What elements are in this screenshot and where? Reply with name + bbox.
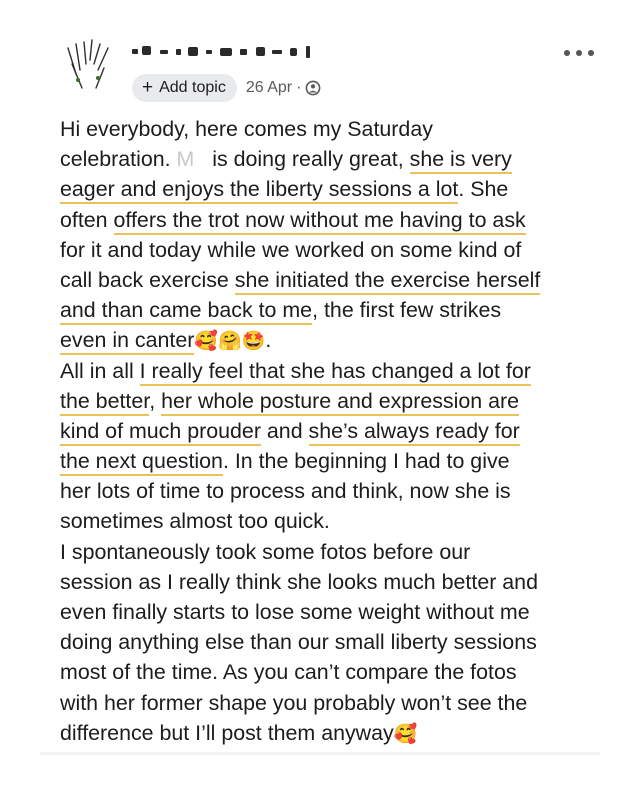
text-segment: celebration. — [60, 147, 177, 172]
post-text-line — [60, 718, 600, 748]
post-text-line — [60, 476, 600, 506]
text-segment: I spontaneously took some fotos before our — [60, 539, 471, 564]
text-segment: All in all — [60, 358, 140, 383]
text-segment: for it and today while we worked on some kind of — [60, 237, 522, 262]
globe-privacy-icon[interactable] — [305, 80, 321, 96]
author-name-blurred[interactable] — [132, 40, 372, 62]
post-text-line — [60, 205, 600, 235]
text-segment: difference but I’ll post them anyway — [60, 720, 394, 745]
plus-icon: + — [142, 76, 154, 98]
text-segment: most of the time. As you can’t compare the fotos — [60, 660, 517, 685]
post-text-line — [60, 627, 600, 657]
add-topic-button[interactable] — [132, 74, 237, 102]
more-dot — [576, 50, 582, 56]
more-dot — [564, 50, 570, 56]
post-text-line — [60, 567, 600, 597]
post-text-line — [60, 144, 600, 174]
post-text-line — [60, 295, 600, 325]
post-text-line — [60, 265, 600, 295]
post-date[interactable]: 26 Apr — [245, 79, 293, 96]
highlighted-text: she’s always ready for — [309, 419, 520, 446]
highlighted-text: the better — [60, 389, 149, 416]
post-text-line — [60, 446, 600, 476]
text-segment: and — [260, 418, 309, 443]
text-segment: . She — [458, 177, 509, 202]
post-text-line — [60, 356, 600, 386]
text-segment: is doing really great, — [212, 147, 410, 172]
text-segment: session as I really think she looks much better and — [60, 569, 538, 594]
highlighted-text: her whole posture and expression are — [161, 389, 519, 416]
highlighted-text: and than came back to me — [60, 298, 312, 325]
highlighted-text: I really feel that she has changed a lot for — [140, 359, 531, 386]
highlighted-text: offers the trot now without me having to ask — [114, 208, 526, 235]
text-segment: , the first few strikes — [312, 298, 502, 323]
text-segment: , — [149, 388, 162, 413]
post-meta — [132, 73, 321, 103]
post-text-line — [60, 325, 600, 355]
more-options-icon[interactable] — [564, 46, 594, 60]
highlighted-text: eager and enjoys the liberty sessions a lot — [60, 177, 458, 204]
meta-separator: · — [296, 79, 302, 96]
text-segment: . — [265, 328, 272, 353]
post-body — [60, 114, 600, 748]
post-text-line — [60, 537, 600, 567]
post-text-line — [60, 114, 600, 144]
text-segment: often — [60, 207, 114, 232]
highlighted-text: even in canter — [60, 328, 194, 355]
add-topic-label: Add topic — [159, 79, 226, 96]
emoji: 🥰🤗🤩 — [194, 330, 266, 353]
post-text-line — [60, 688, 600, 718]
avatar[interactable] — [62, 34, 116, 94]
text-segment: call back exercise — [60, 267, 235, 292]
highlighted-text: she initiated the exercise herself — [235, 268, 541, 295]
redacted-name: M — [176, 147, 213, 172]
text-segment: even finally starts to lose some weight without me — [60, 600, 530, 624]
post-text-line — [60, 597, 600, 627]
more-dot — [588, 50, 594, 56]
text-segment: her lots of time to process and think, now she is — [60, 479, 511, 504]
post-text-line — [60, 235, 600, 265]
post-text-line — [60, 386, 600, 416]
text-segment: . In the beginning I had to give — [222, 449, 510, 474]
post-text-line — [60, 174, 600, 204]
post-text-line — [60, 506, 600, 536]
post-text-line — [60, 416, 600, 446]
card-divider — [40, 752, 600, 755]
highlighted-text: kind of much prouder — [60, 419, 261, 446]
text-segment: Hi everybody, here comes my Saturday — [60, 117, 433, 141]
text-segment: with her former shape you probably won’t see the — [60, 690, 528, 715]
highlighted-text: the next question — [60, 449, 223, 476]
emoji: 🥰 — [393, 722, 418, 745]
text-segment: doing anything else than our small liberty sessions — [60, 630, 537, 655]
text-segment: sometimes almost too quick. — [60, 509, 330, 534]
highlighted-text: she is very — [410, 147, 512, 174]
post-text-line — [60, 657, 600, 687]
